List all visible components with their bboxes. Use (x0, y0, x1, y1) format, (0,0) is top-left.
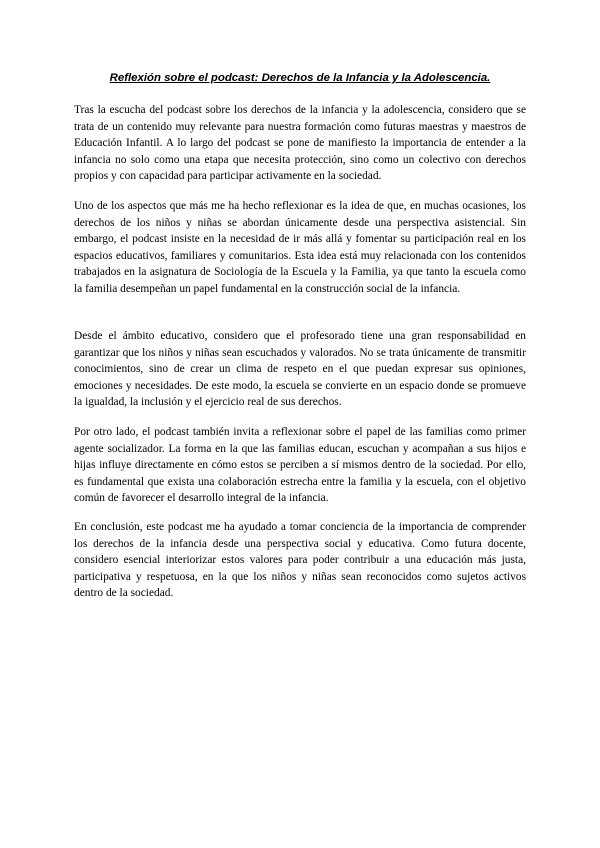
paragraph-conclusion: En conclusión, este podcast me ha ayudado a tomar conciencia de la importancia de comprender los derechos de la infancia desde una perspectiva social y educativa. Como futura docente, considero esencial interiorizar estos valores para poder contribuir a una educación más justa, participativa y respetuosa, en la que los niños y niñas sean reconocidos como sujetos activos dentro de la sociedad. (74, 521, 526, 600)
paragraph-introduction: Tras la escucha del podcast sobre los derechos de la infancia y la adolescencia, considero que se trata de un contenido muy relevante para nuestra formación como futuras maestras y maestros de Educación Infantil. A lo largo del podcast se pone de manifiesto la importancia de entender a la infancia no solo como una etapa que necesita protección, sino como un colectivo con derechos propios y con capacidad para participar activamente en la sociedad. (74, 104, 526, 183)
document-title: Reflexión sobre el podcast: Derechos de la Infancia y la Adolescencia. (109, 72, 491, 84)
paragraph-family-role: Por otro lado, el podcast también invita a reflexionar sobre el papel de las familias como primer agente socializador. La forma en la que las familias educan, escuchan y acompañan a sus hijos e hijas influye directamente en cómo estos se perciben a sí mismos dentro de la sociedad. Por ello, es fundamental que exista una colaboración estrecha entre la familia y la escuela, con el objetivo común de favorecer el desarrollo integral de la infancia. (74, 426, 526, 505)
paragraph-participation: Uno de los aspectos que más me ha hecho reflexionar es la idea de que, en muchas ocasiones, los derechos de los niños y niñas se abordan únicamente desde una perspectiva asistencial. Sin embargo, el podcast insiste en la necesidad de ir más allá y fomentar su participación real en los espacios educativos, familiares y comunitarios. Esta idea está muy relacionada con los contenidos trabajados en la asignatura de Sociología de la Escuela y la Familia, ya que tanto la escuela como la familia desempeñan un papel fundamental en la construcción social de la infancia. (74, 200, 526, 295)
paragraph-educational-role: Desde el ámbito educativo, considero que el profesorado tiene una gran responsabilidad en garantizar que los niños y niñas sean escuchados y valorados. No se trata únicamente de transmitir conocimientos, sino de crear un clima de respeto en el que puedan expresar sus opiniones, emociones y necesidades. De este modo, la escuela se convierte en un espacio donde se promueve la igualdad, la inclusión y el ejercicio real de sus derechos. (74, 330, 526, 409)
